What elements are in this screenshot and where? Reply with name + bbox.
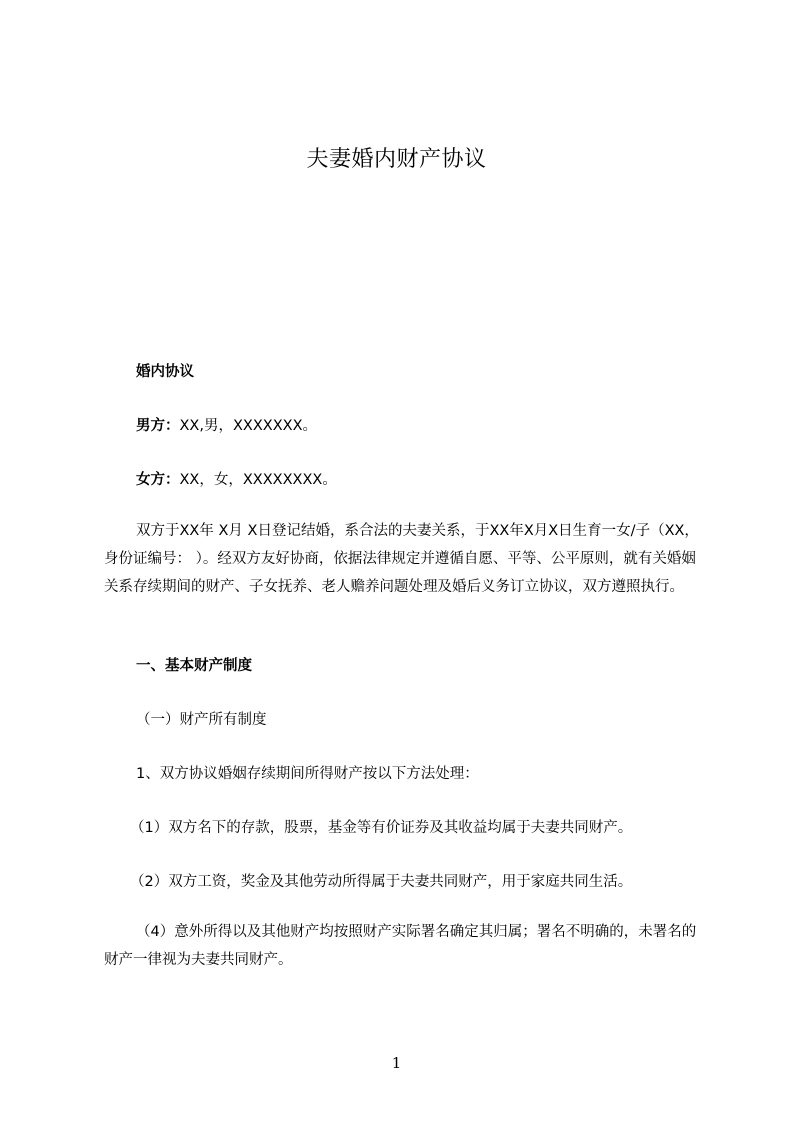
- clause-1-4: （4）意外所得以及其他财产均按照财产实际署名确定其归属；署名不明确的，未署名的财产一律视为夫妻共同财产。: [104, 924, 697, 968]
- female-party-line: [136, 466, 704, 494]
- agreement-heading: 婚内协议: [136, 364, 194, 380]
- male-party-label: 男方：: [136, 418, 180, 434]
- female-party-label: 女方：: [136, 472, 180, 488]
- male-party-line: [136, 412, 704, 440]
- clause-1-1: （1）双方名下的存款，股票，基金等有价证券及其收益均属于夫妻共同财产。: [130, 820, 633, 836]
- male-party-value: XX,男，XXXXXXX。: [179, 418, 318, 434]
- subsection-property-ownership-title: （一）财产所有制度: [136, 712, 267, 728]
- female-party-value: XX，女，XXXXXXXX。: [179, 472, 337, 488]
- clause-1: 1、双方协议婚姻存续期间所得财产按以下方法处理：: [136, 766, 479, 782]
- document-title: 夫妻婚内财产协议: [306, 147, 487, 172]
- page-number: 1: [391, 1054, 402, 1072]
- intro-paragraph: 双方于XX年 X月 X日登记结婚，系合法的夫妻关系，于XX年X月X日生育一女/子（XX，身份证编号： ）。经双方友好协商，依据法律规定并遵循自愿、平等、公平原则，就有关婚姻关系存续期间的财产、子女抚养、老人赡养问题处理及婚后义务订立协议，双方遵照执行。: [104, 523, 699, 595]
- section-basic-property-title: 一、基本财产制度: [136, 658, 252, 674]
- clause-1-2: （2）双方工资，奖金及其他劳动所得属于夫妻共同财产，用于家庭共同生活。: [130, 874, 633, 890]
